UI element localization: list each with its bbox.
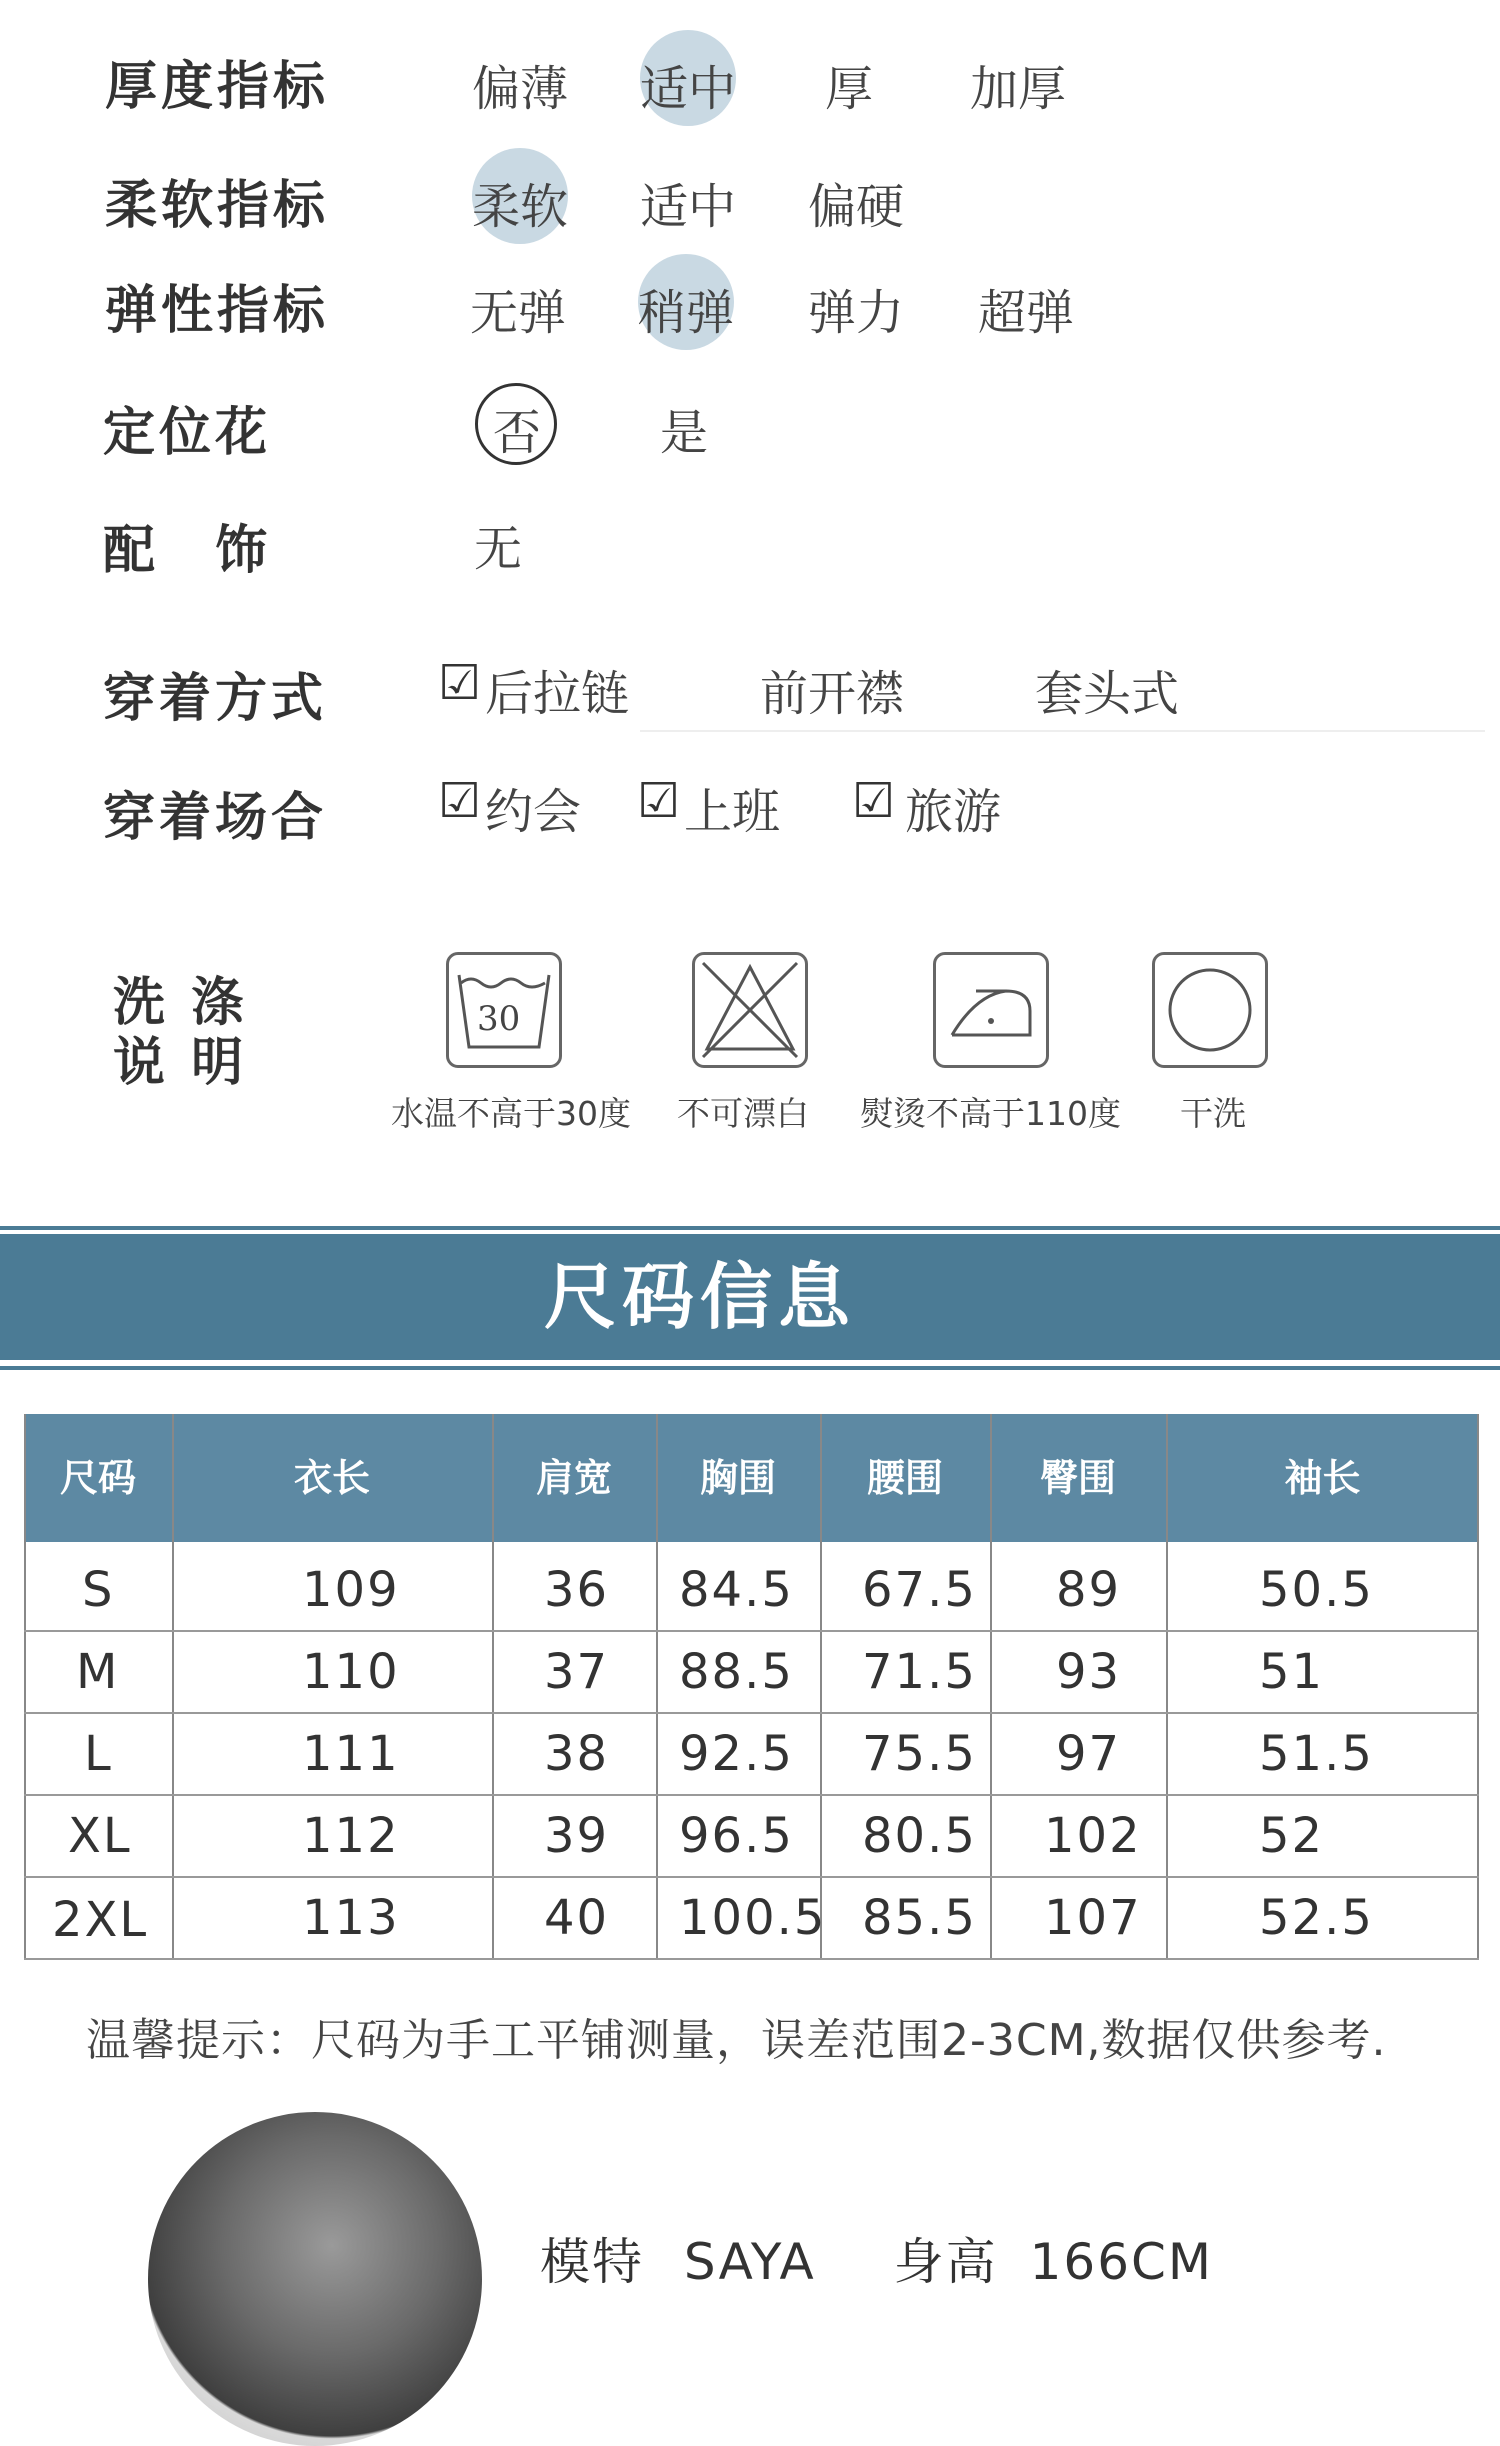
- table-cell: 51.5: [1259, 1726, 1374, 1782]
- care-caption: 水温不高于30度: [391, 1094, 631, 1133]
- table-cell: 100.5: [679, 1890, 827, 1946]
- table-cell: 67.5: [862, 1562, 977, 1618]
- table-border: [24, 1630, 1479, 1632]
- wearing-style-label: 穿着方式: [103, 669, 328, 729]
- table-header-cell: 尺码: [59, 1456, 136, 1500]
- care-caption: 熨烫不高于110度: [860, 1094, 1121, 1133]
- banner-bottom-line: [0, 1366, 1500, 1370]
- table-cell: 113: [302, 1890, 400, 1946]
- table-cell: 39: [544, 1808, 610, 1864]
- table-border: [1477, 1414, 1479, 1960]
- wearing-style-option: 前开襟: [760, 666, 905, 722]
- print-position-option: 是: [660, 405, 709, 461]
- elasticity-option: 稍弹: [638, 285, 735, 341]
- no-bleach-icon: [692, 952, 808, 1068]
- occasion-option: 旅游: [905, 784, 1002, 840]
- table-cell: XL: [68, 1808, 132, 1864]
- table-cell: 89: [1056, 1562, 1122, 1618]
- print-position-option: 否: [493, 405, 542, 461]
- accessories-value: 无: [474, 521, 523, 577]
- table-cell: 75.5: [862, 1726, 977, 1782]
- occasion-label: 穿着场合: [103, 788, 328, 848]
- thickness-option: 偏薄: [472, 61, 569, 117]
- wash-30-icon: [446, 952, 562, 1068]
- model-height-label: 身高: [893, 2233, 998, 2291]
- model-name-label: 模特: [540, 2233, 644, 2291]
- table-border: [492, 1414, 494, 1960]
- size-tip: 温馨提示：尺码为手工平铺测量，误差范围2-3CM,数据仅供参考.: [86, 2015, 1387, 2066]
- model-info: [540, 2222, 1213, 2294]
- table-cell: 112: [302, 1808, 400, 1864]
- model-name: SAYA: [683, 2233, 816, 2291]
- divider: [640, 730, 1485, 732]
- table-border: [24, 1876, 1479, 1878]
- table-cell: 52: [1259, 1808, 1325, 1864]
- table-cell: 111: [302, 1726, 400, 1782]
- thickness-option: 适中: [640, 61, 737, 117]
- table-border: [656, 1414, 658, 1960]
- accessories-label: 配 饰: [103, 521, 272, 581]
- table-cell: 85.5: [862, 1890, 977, 1946]
- elasticity-option: 无弹: [470, 285, 567, 341]
- table-cell: 109: [302, 1562, 400, 1618]
- softness-label: 柔软指标: [105, 176, 330, 236]
- checkbox-checked-icon: ☑: [438, 773, 482, 829]
- table-cell: M: [76, 1644, 120, 1700]
- dry-clean-icon: [1152, 952, 1268, 1068]
- iron-icon: [933, 952, 1049, 1068]
- table-cell: 40: [544, 1890, 610, 1946]
- table-border: [172, 1414, 174, 1960]
- wash-temp: 30: [477, 999, 521, 1039]
- table-cell: 88.5: [679, 1644, 794, 1700]
- checkbox-checked-icon: ☑: [852, 773, 896, 829]
- wearing-style-option: 后拉链: [485, 666, 630, 722]
- table-header-cell: 胸围: [699, 1456, 776, 1500]
- checkbox-checked-icon: ☑: [438, 655, 482, 711]
- table-cell: 50.5: [1259, 1562, 1374, 1618]
- size-table: [24, 1414, 1479, 1960]
- table-border: [24, 1712, 1479, 1714]
- table-cell: 52.5: [1259, 1890, 1374, 1946]
- wearing-style-option: 套头式: [1035, 666, 1180, 722]
- table-cell: 38: [544, 1726, 610, 1782]
- table-cell: 2XL: [52, 1892, 149, 1948]
- occasion-option: 上班: [684, 784, 781, 840]
- print-position-label: 定位花: [103, 403, 272, 463]
- table-border: [1166, 1414, 1168, 1960]
- table-cell: 37: [544, 1644, 610, 1700]
- softness-option: 偏硬: [808, 179, 905, 235]
- softness-option: 柔软: [472, 179, 569, 235]
- thickness-option: 厚: [825, 61, 874, 117]
- table-cell: 102: [1044, 1808, 1142, 1864]
- care-caption: 不可漂白: [677, 1094, 809, 1133]
- care-label-line2: 说 明: [113, 1033, 248, 1093]
- table-cell: 84.5: [679, 1562, 794, 1618]
- table-border: [990, 1414, 992, 1960]
- table-cell: 93: [1056, 1644, 1122, 1700]
- table-cell: 80.5: [862, 1808, 977, 1864]
- table-border: [24, 1414, 26, 1960]
- table-cell: 71.5: [862, 1644, 977, 1700]
- thickness-label: 厚度指标: [105, 57, 330, 117]
- elasticity-label: 弹性指标: [105, 281, 330, 341]
- care-label-line1: 洗 涤: [113, 973, 248, 1033]
- model-height: 166CM: [1029, 2233, 1214, 2291]
- model-avatar: [148, 2112, 482, 2446]
- table-header-cell: 腰围: [866, 1456, 943, 1500]
- table-border: [820, 1414, 822, 1960]
- thickness-option: 加厚: [970, 61, 1067, 117]
- table-cell: 51: [1259, 1644, 1325, 1700]
- table-cell: 110: [302, 1644, 400, 1700]
- checkbox-checked-icon: ☑: [637, 773, 681, 829]
- table-header-cell: 肩宽: [535, 1456, 612, 1500]
- table-cell: 107: [1044, 1890, 1142, 1946]
- table-border: [24, 1794, 1479, 1796]
- table-header-cell: 袖长: [1284, 1456, 1361, 1500]
- table-cell: 92.5: [679, 1726, 794, 1782]
- table-header-cell: 臀围: [1039, 1456, 1116, 1500]
- banner-top-line: [0, 1226, 1500, 1230]
- table-border: [24, 1958, 1479, 1960]
- elasticity-option: 弹力: [808, 285, 905, 341]
- occasion-option: 约会: [485, 784, 582, 840]
- table-cell: 36: [544, 1562, 610, 1618]
- table-cell: S: [82, 1562, 115, 1618]
- table-header-cell: 衣长: [293, 1456, 370, 1500]
- size-section-title: 尺码信息: [543, 1255, 856, 1339]
- table-cell: 96.5: [679, 1808, 794, 1864]
- table-cell: L: [84, 1726, 113, 1782]
- care-caption: 干洗: [1180, 1094, 1246, 1133]
- elasticity-option: 超弹: [978, 285, 1075, 341]
- softness-option: 适中: [640, 179, 737, 235]
- table-cell: 97: [1056, 1726, 1122, 1782]
